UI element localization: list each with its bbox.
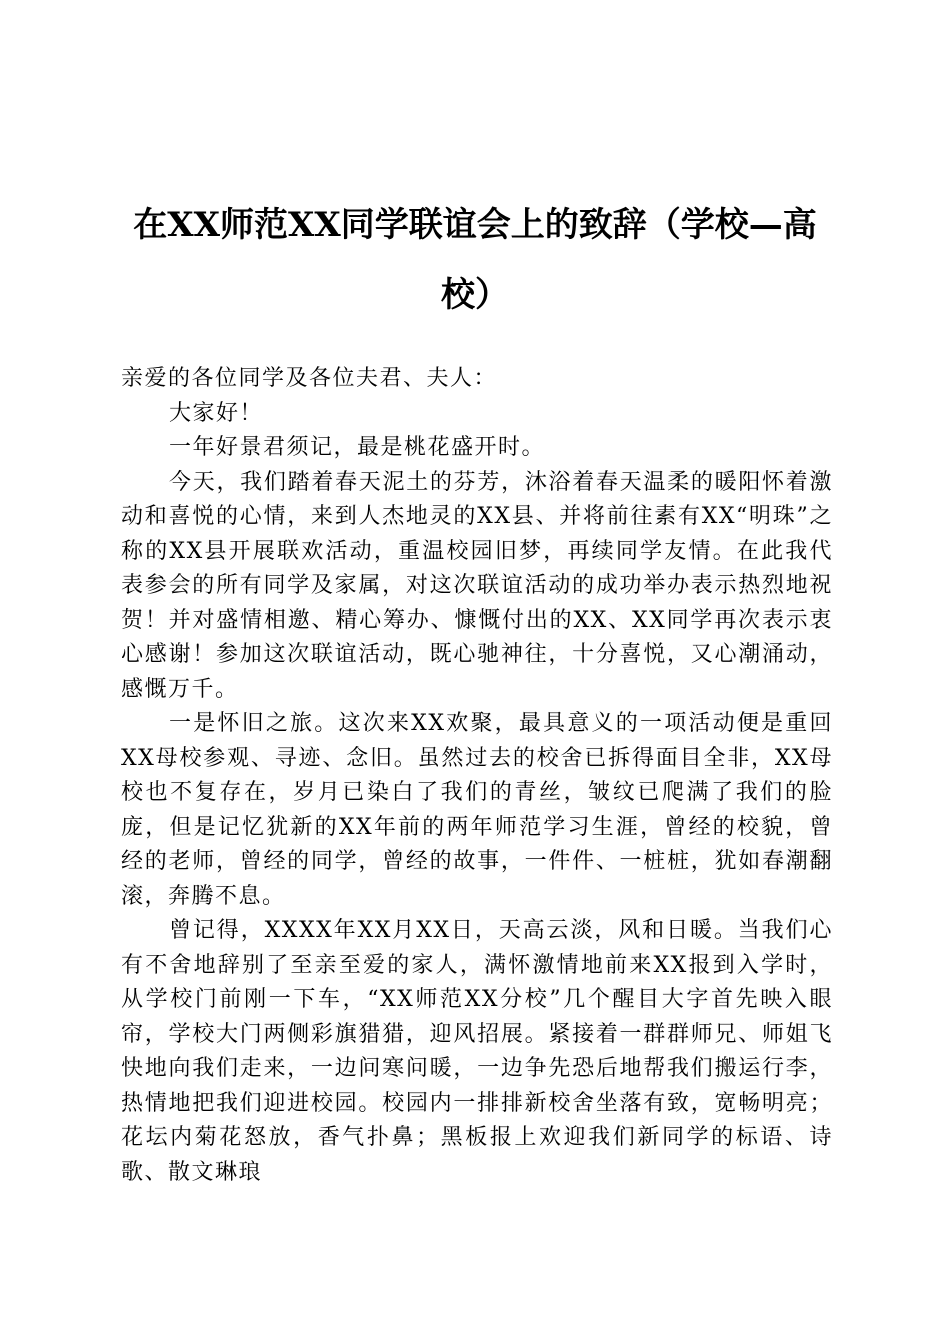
paragraph-poem: 一年好景君须记，最是桃花盛开时。	[169, 435, 546, 460]
document-body	[121, 362, 833, 1190]
paragraph-today: 今天，我们踏着春天泥土的芬芳，沐浴着春天温柔的暖阳怀着激动和喜悦的心情，来到人杰地灵的XX县、并将前往素有XX“明珠”之称的XX县开展联欢活动，重温校园旧梦，再续同学友情。在此我代表参会的所有同学及家属，对这次联谊活动的成功举办表示热烈地祝贺！并对盛情相邀、精心筹办、慷慨付出的XX、XX同学再次表示衷心感谢！参加这次联谊活动，既心驰神往，十分喜悦，又心潮涌动，感慨万千。	[121, 469, 833, 702]
paragraph-memory: 曾记得，XXXX年XX月XX日，天高云淡，风和日暖。当我们心有不舍地辞别了至亲至爱的家人，满怀激情地前来XX报到入学时，从学校门前刚一下车，“XX师范XX分校”几个醒目大字首先映入眼帘，学校大门两侧彩旗猎猎，迎风招展。紧接着一群群师兄、师姐飞快地向我们走来，一边问寒问暖，一边争先恐后地帮我们搬运行李，热情地把我们迎进校园。校园内一排排新校舍坐落有致，宽畅明亮；花坛内菊花怒放，香气扑鼻；黑板报上欢迎我们新同学的标语、诗歌、散文琳琅	[121, 918, 833, 1185]
document-title: 在XX师范XX同学联谊会上的致辞（学校—高校）	[133, 205, 817, 315]
paragraph-nostalgia: 一是怀旧之旅。这次来XX欢聚，最具意义的一项活动便是重回XX母校参观、寻迹、念旧。虽然过去的校舍已拆得面目全非，XX母校也不复存在，岁月已染白了我们的青丝，皱纹已爬满了我们的脸庞，但是记忆犹新的XX年前的两年师范学习生涯，曾经的校貌，曾经的老师，曾经的同学，曾经的故事，一件件、一桩桩，犹如春潮翻滚，奔腾不息。	[121, 711, 833, 909]
salutation: 亲爱的各位同学及各位夫君、夫人：	[121, 366, 498, 391]
paragraph-greeting: 大家好！	[169, 400, 264, 426]
